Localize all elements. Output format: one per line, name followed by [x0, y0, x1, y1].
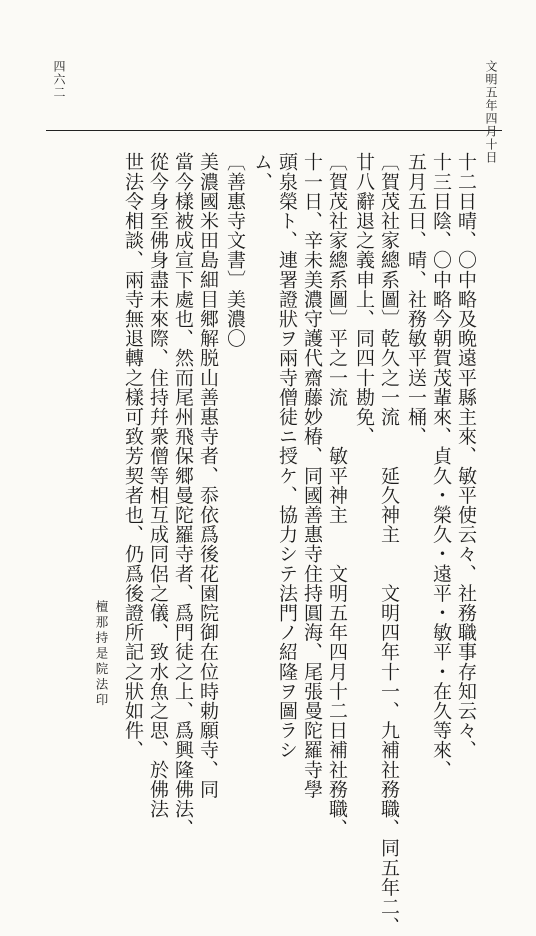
text-column: 當今樣被成宣下處也、然而尾州飛保郷曼陀羅寺者、爲門徒之上、爲興隆佛法、	[172, 152, 194, 838]
running-head: 文明五年四月十日	[484, 60, 498, 164]
text-column: 廿八辭退之義申上、同四十勘免、	[353, 152, 375, 446]
text-column: 〔賀茂社家總系圖〕乾久之一流 延久神主 文明四年十一、九補社務職、同五年二、	[378, 152, 400, 936]
text-column: 世法令相談、兩寺無退轉之樣可致芳契者也、仍爲後證所記之狀如件、	[122, 152, 144, 760]
text-column: 〔善惠寺文書〕美濃〇	[224, 152, 246, 348]
text-column: 〔賀茂社家總系圖〕平之一流 敏平神主 文明五年四月十二日補社務職、	[326, 152, 348, 838]
header-rule	[46, 130, 502, 131]
text-column: 美濃國米田島細目郷解脱山善惠寺者、忝依爲後花園院御在位時勅願寺、同	[197, 152, 219, 799]
text-column: 十一日、辛未美濃守護代齋藤妙椿、同國善惠寺住持圓海、尾張曼陀羅寺學	[301, 152, 323, 799]
text-column: 十二日晴、〇中略及晩遠平縣主來、敏平使云々、社務職事存知云々、	[455, 152, 477, 760]
text-column: ム、	[251, 152, 273, 192]
text-column: 從今身至佛身盡未來際、住持幷衆僧等相互成同侶之儀、致水魚之思、於佛法	[147, 152, 169, 819]
text-column: 五月五日、晴、社務敏平送一桶、	[405, 152, 427, 446]
seal-signature: 檀那持是院法印	[94, 600, 109, 709]
page-number: 四六二	[52, 60, 66, 99]
text-column: 頭泉榮ト、連署證狀ヲ兩寺僧徒ニ授ケ、協力シテ法門ノ紹隆ヲ圖ラシ	[276, 152, 298, 760]
text-column: 十三日陰、〇中略今朝賀茂輩來、貞久・榮久・遠平・敏平・在久等來、	[430, 152, 452, 780]
